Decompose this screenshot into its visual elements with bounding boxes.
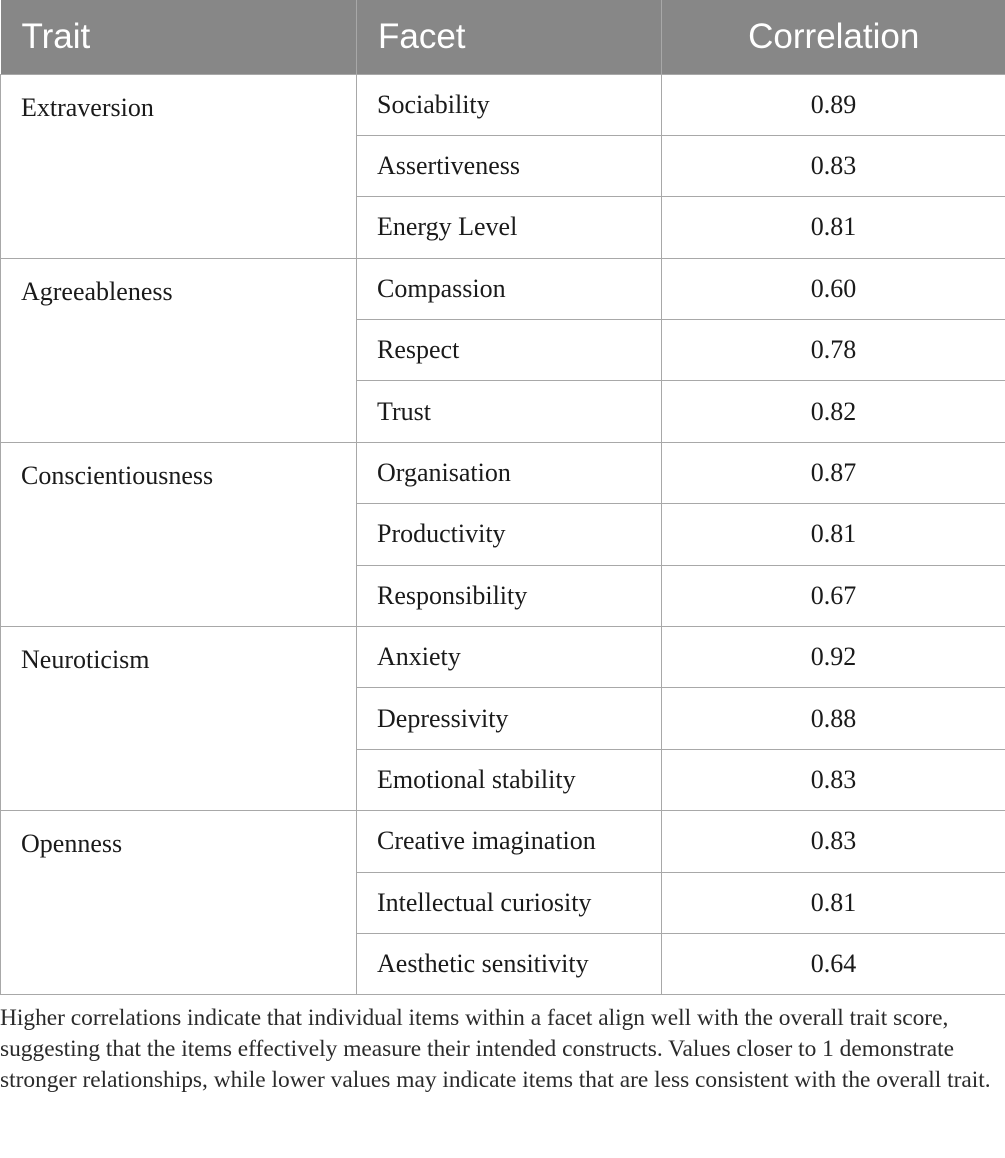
facet-cell: Trust (357, 381, 662, 442)
table-footnote: Higher correlations indicate that individual items within a facet align well with the overall trait score, suggesting that the items effectively measure their intended constructs. Values closer to 1 demonstrate stronger relationships, while lower values may indicate items that are less consistent with the overall trait. (0, 1005, 991, 1093)
facet-cell: Anxiety (357, 627, 662, 688)
facet-cell: Energy Level (357, 197, 662, 258)
header-correlation: Correlation (748, 16, 920, 56)
facet-cell: Intellectual curiosity (357, 872, 662, 933)
correlation-cell: 0.88 (662, 688, 1005, 749)
facet-cell: Aesthetic sensitivity (357, 933, 662, 994)
correlation-cell: 0.89 (662, 74, 1005, 135)
facet-cell: Assertiveness (357, 135, 662, 196)
facet-cell: Organisation (357, 442, 662, 503)
trait-cell: Extraversion (1, 74, 357, 258)
correlation-cell: 0.78 (662, 320, 1005, 381)
trait-cell: Conscientiousness (1, 442, 357, 626)
correlation-cell: 0.81 (662, 197, 1005, 258)
correlation-cell: 0.83 (662, 749, 1005, 810)
correlation-cell: 0.83 (662, 811, 1005, 872)
table-row (1, 442, 1005, 503)
trait-cell: Openness (1, 811, 357, 995)
header-facet: Facet (357, 0, 662, 74)
facet-cell: Creative imagination (357, 811, 662, 872)
correlation-cell: 0.67 (662, 565, 1005, 626)
correlation-cell: 0.82 (662, 381, 1005, 442)
table-row (1, 74, 1005, 135)
trait-cell: Neuroticism (1, 627, 357, 811)
facet-cell: Productivity (357, 504, 662, 565)
facet-cell: Emotional stability (357, 749, 662, 810)
table-body (1, 74, 1005, 995)
correlation-cell: 0.83 (662, 135, 1005, 196)
correlation-cell: 0.64 (662, 933, 1005, 994)
correlation-cell: 0.81 (662, 872, 1005, 933)
table-row (1, 811, 1005, 872)
table-header-row (1, 0, 1005, 74)
correlation-cell: 0.92 (662, 627, 1005, 688)
correlation-cell: 0.60 (662, 258, 1005, 319)
facet-cell: Sociability (357, 74, 662, 135)
facet-cell: Respect (357, 320, 662, 381)
header-trait: Trait (1, 0, 357, 74)
correlation-cell: 0.81 (662, 504, 1005, 565)
correlation-cell: 0.87 (662, 442, 1005, 503)
trait-cell: Agreeableness (1, 258, 357, 442)
facet-cell: Depressivity (357, 688, 662, 749)
table-row (1, 627, 1005, 688)
table-row (1, 258, 1005, 319)
facet-cell: Responsibility (357, 565, 662, 626)
facet-cell: Compassion (357, 258, 662, 319)
